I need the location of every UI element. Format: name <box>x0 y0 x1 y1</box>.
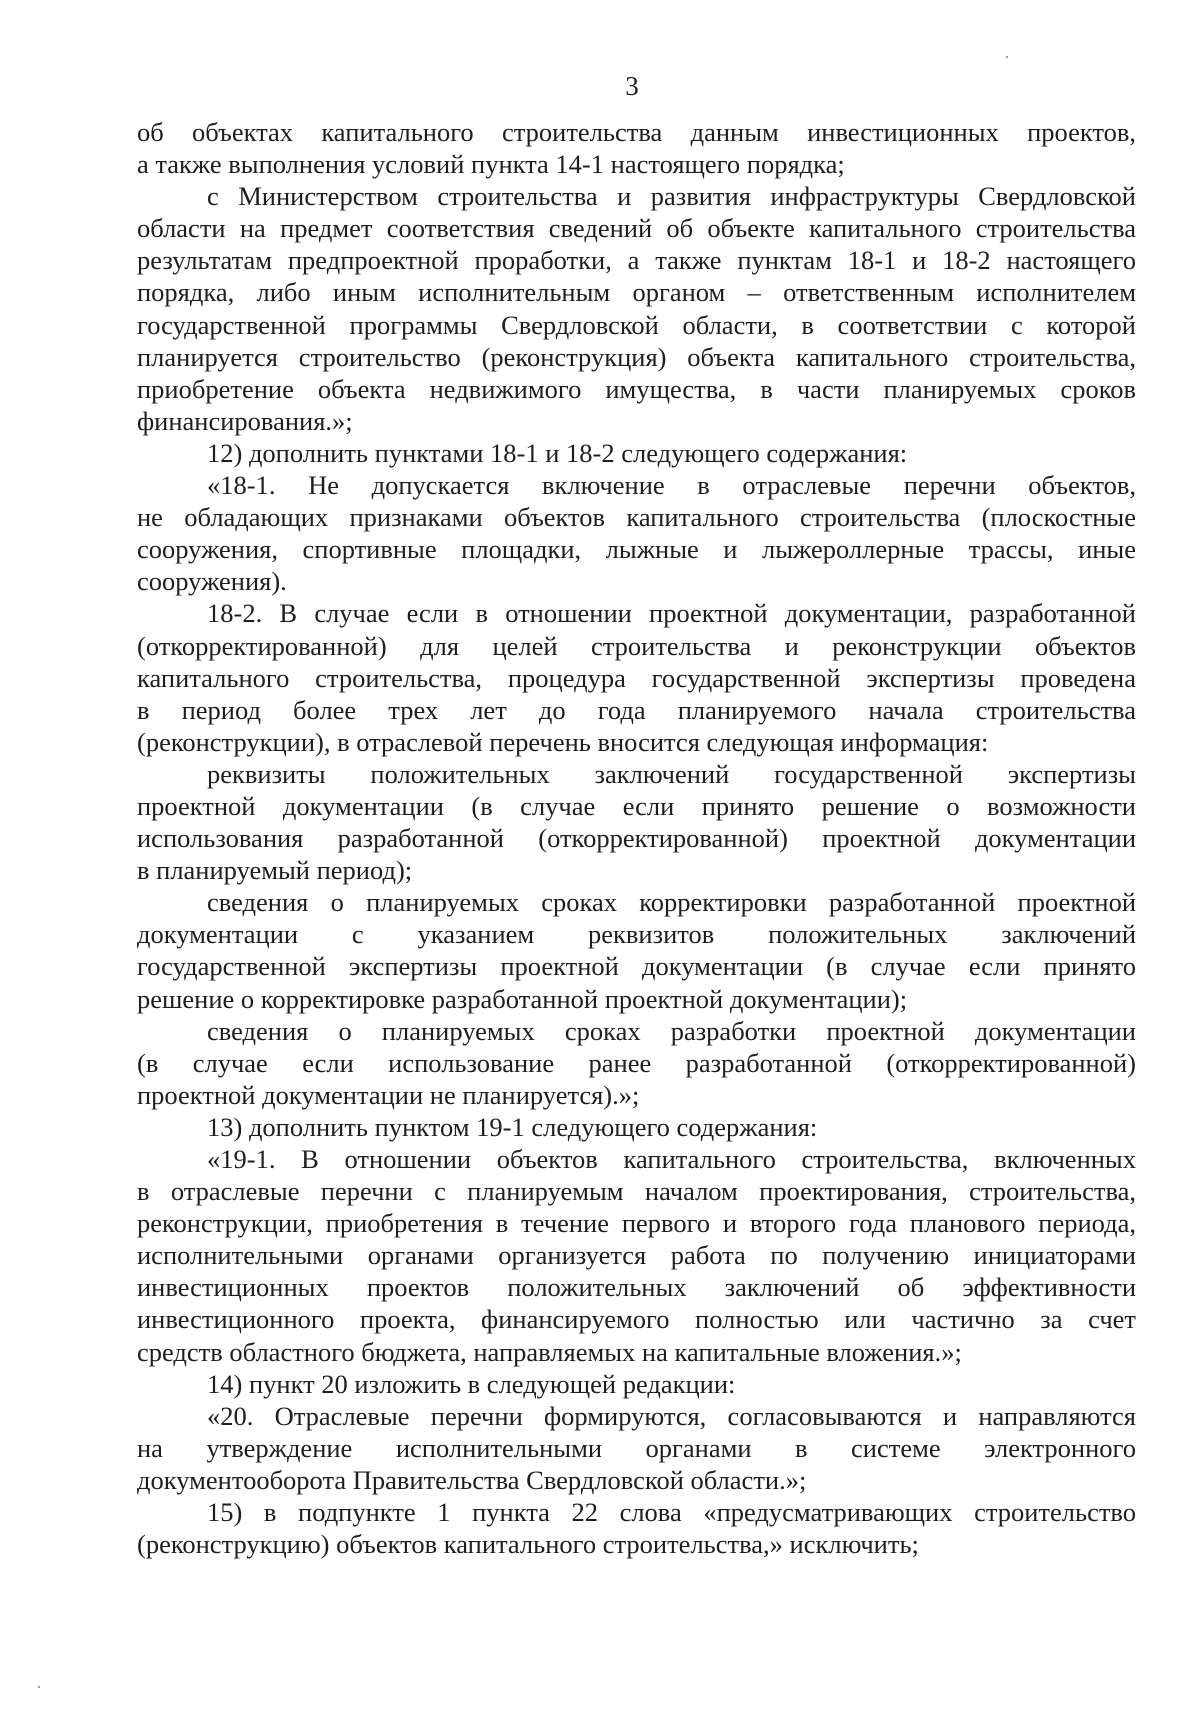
text-line: средств областного бюджета, направляемых на капитальные вложения.»; <box>137 1336 962 1367</box>
text-line: финансирования.»; <box>137 405 353 436</box>
text-line: 15) в подпункте 1 пункта 22 слова «предусматривающих строительство <box>207 1497 1136 1528</box>
text-line: сведения о планируемых сроках корректировки разработанной проектной <box>207 887 1136 918</box>
text-line: проектной документации не планируется).»; <box>137 1079 640 1110</box>
text-line: (в случае если использование ранее разработанной (откорректированной) <box>137 1047 1136 1078</box>
text-line: реконструкции, приобретения в течение первого и второго года планового периода, <box>137 1208 1136 1239</box>
text-line: 12) дополнить пунктами 18-1 и 18-2 следующего содержания: <box>207 437 908 468</box>
text-line: документооборота Правительства Свердловской области.»; <box>137 1464 807 1495</box>
text-line: не обладающих признаками объектов капитального строительства (плоскостные <box>137 502 1136 533</box>
page-number: 3 <box>625 71 639 101</box>
text-line: 14) пункт 20 изложить в следующей редакции: <box>207 1368 736 1399</box>
text-line: сооружения, спортивные площадки, лыжные и лыжероллерные трассы, иные <box>137 534 1136 565</box>
text-line: документации с указанием реквизитов положительных заключений <box>137 919 1136 950</box>
text-line: с Министерством строительства и развития инфраструктуры Свердловской <box>207 181 1136 212</box>
text-line: сооружения). <box>137 566 287 597</box>
text-line: «20. Отраслевые перечни формируются, согласовываются и направляются <box>207 1400 1136 1431</box>
text-line: результатам предпроектной проработки, а также пунктам 18-1 и 18-2 настоящего <box>137 245 1136 276</box>
scan-speck <box>38 1686 40 1688</box>
text-line: 18-2. В случае если в отношении проектной документации, разработанной <box>207 598 1136 629</box>
text-line: капитального строительства, процедура государственной экспертизы проведена <box>137 662 1136 693</box>
text-line: (реконструкции), в отраслевой перечень вносится следующая информация: <box>137 726 989 757</box>
text-line: в планируемый период); <box>137 855 413 886</box>
text-line: в период более трех лет до года планируемого начала строительства <box>137 694 1136 725</box>
text-line: «18-1. Не допускается включение в отраслевые перечни объектов, <box>207 470 1136 501</box>
text-line: использования разработанной (откорректированной) проектной документации <box>137 823 1136 854</box>
text-line: государственной программы Свердловской области, в соответствии с которой <box>137 309 1136 340</box>
text-line: об объектах капитального строительства данным инвестиционных проектов, <box>137 117 1136 147</box>
scan-speck <box>1006 56 1008 58</box>
text-line: порядка, либо иным исполнительным органом – ответственным исполнителем <box>137 277 1136 308</box>
text-line: а также выполнения условий пункта 14-1 настоящего порядка; <box>137 149 845 180</box>
text-line: области на предмет соответствия сведений об объекте капитального строительства <box>137 213 1136 244</box>
text-line: в отраслевые перечни с планируемым началом проектирования, строительства, <box>137 1176 1136 1207</box>
text-line: решение о корректировке разработанной проектной документации); <box>137 983 908 1014</box>
text-line: приобретение объекта недвижимого имущества, в части планируемых сроков <box>137 373 1136 404</box>
text-line: исполнительными органами организуется работа по получению инициаторами <box>137 1240 1136 1271</box>
text-line: «19-1. В отношении объектов капитального строительства, включенных <box>207 1144 1136 1174</box>
text-line: на утверждение исполнительными органами в системе электронного <box>137 1432 1136 1463</box>
text-line: 13) дополнить пунктом 19-1 следующего содержания: <box>207 1111 818 1142</box>
text-line: проектной документации (в случае если принято решение о возможности <box>137 790 1136 821</box>
text-line: (реконструкцию) объектов капитального строительства,» исключить; <box>137 1529 919 1560</box>
text-line: инвестиционного проекта, финансируемого полностью или частично за счет <box>137 1304 1136 1335</box>
text-line: планируется строительство (реконструкция) объекта капитального строительства, <box>137 341 1136 372</box>
text-line: (откорректированной) для целей строительства и реконструкции объектов <box>137 630 1136 661</box>
text-line: сведения о планируемых сроках разработки проектной документации <box>207 1015 1136 1046</box>
text-line: государственной экспертизы проектной документации (в случае если принято <box>137 951 1136 982</box>
text-line: реквизиты положительных заключений государственной экспертизы <box>207 758 1136 789</box>
document-body <box>137 116 1136 1560</box>
text-line: инвестиционных проектов положительных заключений об эффективности <box>137 1272 1136 1303</box>
